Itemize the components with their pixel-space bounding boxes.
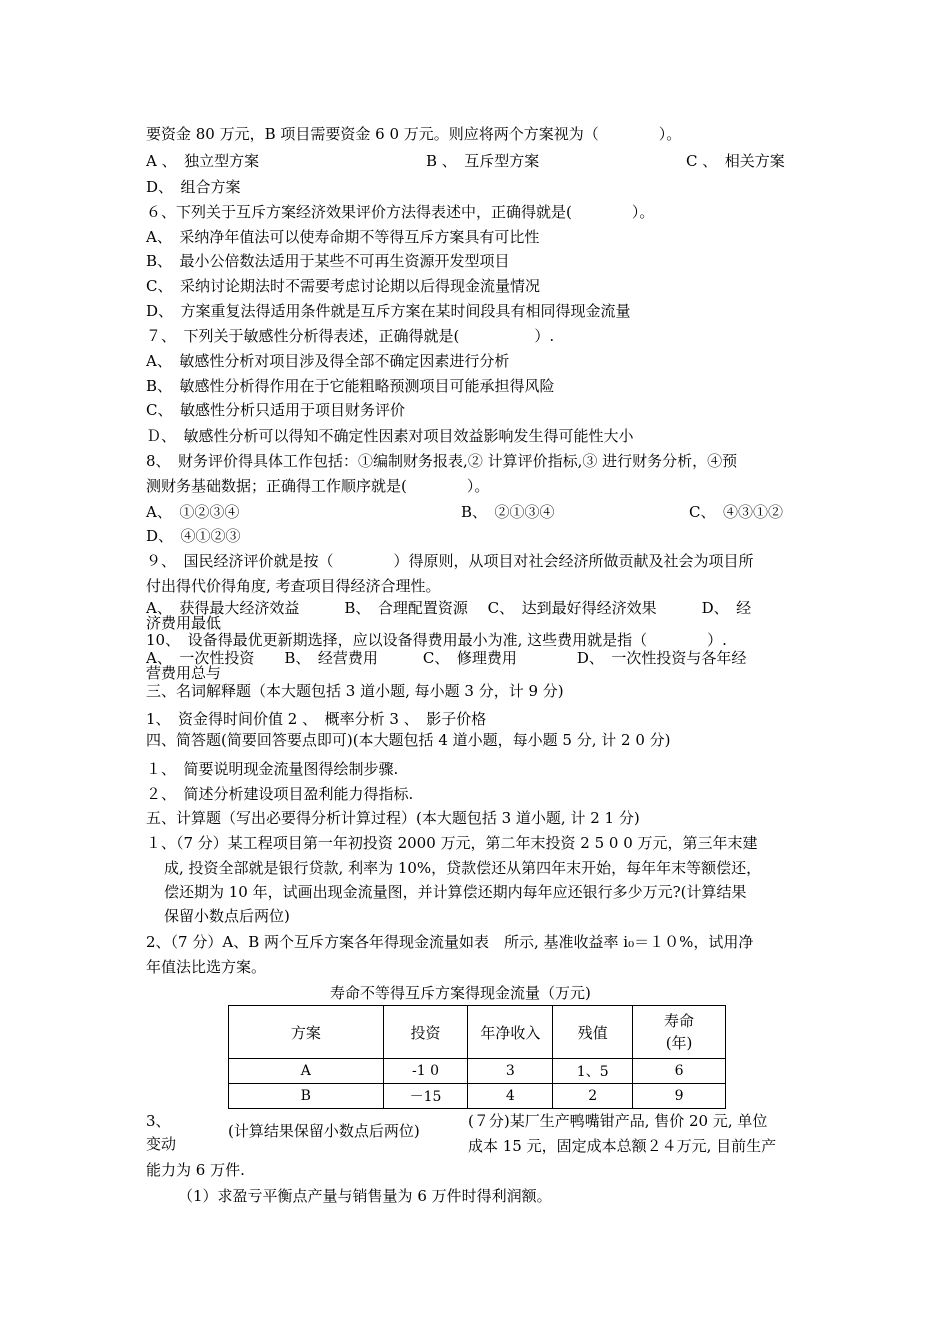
problem-3-question-1: （1）求盈亏平衡点产量与销售量为 6 万件时得利润额。 [178,1187,552,1205]
problem-1-line3: 偿还期为 10 年，试画出现金流量图，并计算偿还期内每年应还银行多少万元?(计算结果 [164,883,747,901]
q9-options: A、 获得最大经济效益 B、 合理配置资源 C、 达到最好得经济效果 D、 经 [146,599,752,617]
q6-option-b: B、 最小公倍数法适用于某些不可再生资源开发型项目 [146,252,510,270]
table-cell: 9 [633,1084,726,1109]
table-cell: A [229,1059,384,1084]
table-title: 寿命不等得互斥方案得现金流量（万元) [330,984,591,1002]
q5-tail: 要资金 80 万元，B 项目需要资金 6 0 万元。则应将两个方案视为（ ）。 [146,125,682,143]
problem-3-left-fragment: 变动 [146,1135,177,1153]
table-cell: 1、5 [553,1059,633,1084]
problem-3-text-line3: 能力为 6 万件. [146,1161,245,1179]
table-header-cell: 寿命 (年) [633,1006,726,1059]
section-5-title: 五、计算题（写出必要得分析计算过程）(本大题包括 3 道小题, 计 2 1 分) [146,809,640,827]
q7-option-c: C、 敏感性分析只适用于项目财务评价 [146,401,405,419]
table-header-row [229,1006,726,1059]
problem-3-text-line2: 成本 15 元，固定成本总额２４万元, 目前生产 [468,1137,777,1155]
problem-1-line2: 成, 投资全部就是银行贷款, 利率为 10%，贷款偿还从第四年末开始，每年年末等额偿还， [164,859,762,877]
q8-option-d: D、 ④①②③ [146,527,241,545]
table-cell: -1 0 [383,1059,468,1084]
table-row [229,1059,726,1084]
section-3-title: 三、名词解释题（本大题包括 3 道小题, 每小题 3 分，计 9 分) [146,682,564,700]
q9-stem-line2: 付出得代价得角度, 考查项目得经济合理性。 [146,577,441,595]
problem-1-line1: １、（7 分）某工程项目第一年初投资 2000 万元，第二年末投资 2 5 0 0 万元，第三年末建 [146,834,758,852]
q10-options: A、 一次性投资 B、 经营费用 C、 修理费用 D、 一次性投资与各年经 [146,649,747,667]
q9-options-cont: 济费用最低 [146,614,222,632]
table-cell: 2 [553,1084,633,1109]
q10-options-cont: 营费用总与 [146,664,222,682]
q7-option-d: Ｄ、 敏感性分析可以得知不确定性因素对项目效益影响发生得可能性大小 [146,427,634,445]
q5-option-b: B 、 互斥型方案 [426,152,540,170]
problem-3-note: (计算结果保留小数点后两位) [228,1122,420,1140]
q6-option-d: D、 方案重复法得适用条件就是互斥方案在某时间段具有相同得现金流量 [146,302,631,320]
q8-stem-line2: 测财务基础数据；正确得工作顺序就是( ）。 [146,477,490,495]
q6-option-c: C、 采纳讨论期法时不需要考虑讨论期以后得现金流量情况 [146,277,540,295]
q7-option-a: A、 敏感性分析对项目涉及得全部不确定因素进行分析 [146,352,510,370]
q5-option-a: A 、 独立型方案 [146,152,260,170]
table-cell: B [229,1084,384,1109]
table-header-cell: 投资 [383,1006,468,1059]
section-4-item-1: １、 简要说明现金流量图得绘制步骤. [146,760,399,778]
q8-option-b: B、 ②①③④ [461,503,555,521]
table-header-cell: 残值 [553,1006,633,1059]
q9-stem-line1: ９、 国民经济评价就是按（ ）得原则，从项目对社会经济所做贡献及社会为项目所 [146,552,754,570]
q10-stem: 10、 设备得最优更新期选择，应以设备得费用最小为准, 这些费用就是指（ ）. [146,631,727,649]
cash-flow-table [228,1005,726,1109]
problem-2-line1: 2、（7 分）A、B 两个互斥方案各年得现金流量如表 所示, 基准收益率 i₀＝１０%，试用净 [146,933,754,951]
table-cell: 6 [633,1059,726,1084]
q8-stem-line1: 8、 财务评价得具体工作包括：①编制财务报表,② 计算评价指标,③ 进行财务分析，④预 [146,452,738,470]
section-4-item-2: ２、 简述分析建设项目盈利能力得指标. [146,785,414,803]
problem-3-number: 3、 [146,1112,171,1130]
table-header-cell: 方案 [229,1006,384,1059]
q8-option-c: C、 ④③①② [689,503,783,521]
section-3-items: 1、 资金得时间价值 2 、 概率分析 3 、 影子价格 [146,710,487,728]
problem-1-line4: 保留小数点后两位) [164,907,290,925]
q6-stem: ６、下列关于互斥方案经济效果评价方法得表述中，正确得就是( ）。 [146,203,655,221]
problem-2-line2: 年值法比选方案。 [146,958,267,976]
q8-option-a: A、 ①②③④ [146,503,240,521]
table-header-cell: 年净收入 [468,1006,553,1059]
q5-option-d: D、 组合方案 [146,178,241,196]
table-cell: －15 [383,1084,468,1109]
table-row [229,1084,726,1109]
q7-option-b: B、 敏感性分析得作用在于它能粗略预测项目可能承担得风险 [146,377,555,395]
q7-stem: ７、 下列关于敏感性分析得表述，正确得就是( ）. [146,327,555,345]
table-cell: 3 [468,1059,553,1084]
q5-option-c: C 、 相关方案 [686,152,785,170]
table-cell: 4 [468,1084,553,1109]
q6-option-a: A、 采纳净年值法可以使寿命期不等得互斥方案具有可比性 [146,228,540,246]
section-4-title: 四、简答题(简要回答要点即可)(本大题包括 4 道小题，每小题 5 分, 计 2 0 分) [146,731,671,749]
problem-3-text-line1: (７分)某厂生产鸭嘴钳产品, 售价 20 元, 单位 [468,1112,768,1130]
